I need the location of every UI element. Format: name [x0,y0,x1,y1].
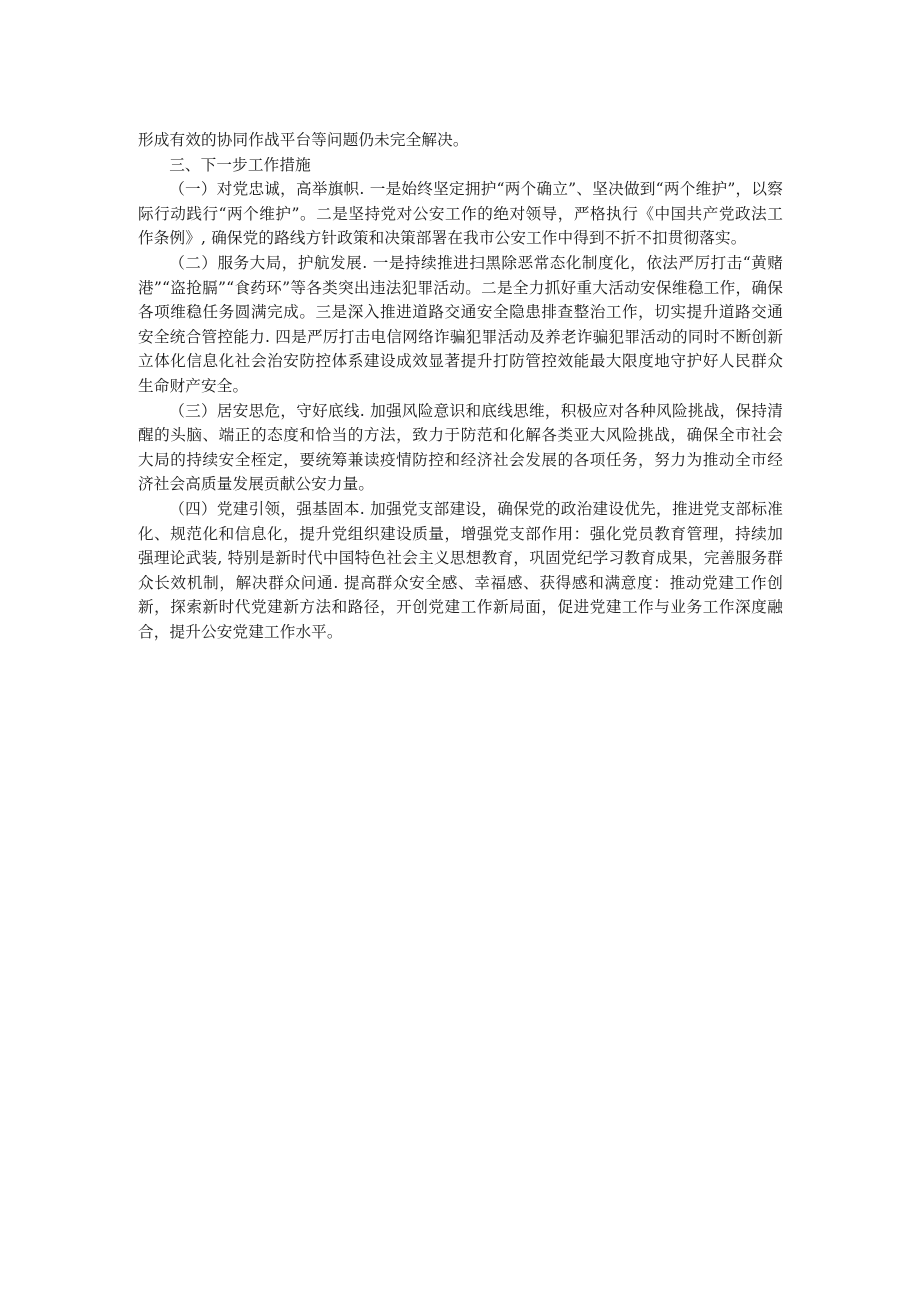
paragraph-item-4: （四）党建引领，强基固本. 加强党支部建设，确保党的政治建设优先，推进党支部标准化、规范化和信息化，提升党组织建设质量，增强党支部作用：强化党员教育管理，持续加强理论武装, 特别是新时代中国特色社会主义思想教育，巩固党纪学习教育成果，完善服务群众长效机制，解决群众问通. 提高群众安全感、幸福感、获得感和满意度：推动党建工作创新，探索新时代党建新方法和路径，开创党建工作新局面，促进党建工作与业务工作深度融合，提升公安党建工作水平。 [138,499,783,641]
document-body [138,128,783,644]
section-heading: 三、下一步工作措施 [169,155,311,174]
paragraph-item-2: （二）服务大局，护航发展. 一是持续推进扫黑除恶常态化制度化，依法严厉打击“黄赌港”“盗抢膈”“食药环”等各类突出违法犯罪活动。二是全力抓好重大活动安保维稳工作，确保各项维稳任务圆满完成。三是深入推进道路交通安全隐患排查整治工作，切实提升道路交通安全统合管控能力. 四是严厉打击电信网络诈骗犯罪活动及养老诈骗犯罪活动的同时不断创新立体化信息化社会治安防控体系建设成效显著提升打防管控效能最大限度地守护好人民群众生命财产安全。 [138,253,783,395]
paragraph-continuation: 形成有效的协同作战平台等问题仍未完全解决。 [138,131,469,149]
paragraph-item-1: （一）对党忠诚，高举旗帜. 一是始终坚定拥护“两个确立”、坚决做到“两个维护”，以察际行动践行“两个维护”。二是坚持党对公安工作的绝对领导，严格执行《中国共产党政法工作条例》, 确保党的路线方针政策和决策部署在我市公安工作中得到不折不扣贯彻落实。 [138,180,783,248]
paragraph-item-3: （三）居安思危，守好底线. 加强风险意识和底线思维，积极应对各种风险挑战，保持清醒的头脑、端正的态度和恰当的方法，致力于防范和化解各类亚大风险挑战，确保全市社会大局的持续安全桎定，要统筹兼读疫情防控和经济社会发展的各项任务，努力为推动全市经济社会高质量发展贡献公安力量。 [138,401,783,494]
